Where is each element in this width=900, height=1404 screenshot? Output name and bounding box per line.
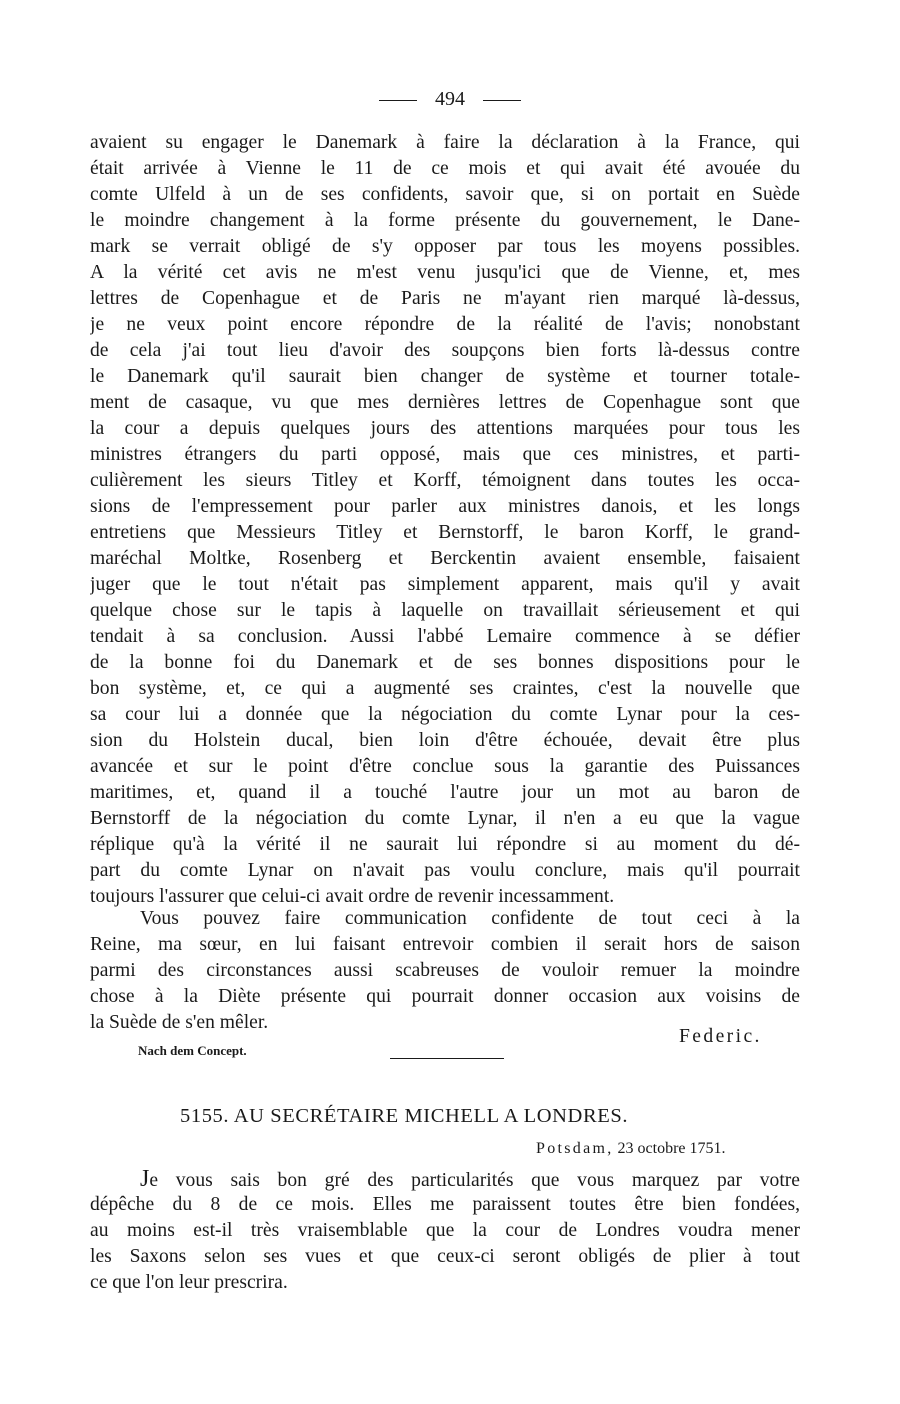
drop-initial: J <box>140 1166 150 1192</box>
text-line: Bernstorff de la négociation du comte Lynar, il n'en a eu que la vague <box>90 808 800 829</box>
text-line: réplique qu'à la vérité il ne saurait lui répondre si au moment du dé- <box>90 834 800 855</box>
section-divider <box>390 1058 504 1059</box>
text-line: les Saxons selon ses vues et que ceux-ci seront obligés de plier à tout <box>90 1246 800 1267</box>
signature: Federic. <box>679 1026 762 1047</box>
text-line: juger que le tout n'était pas simplement apparent, mais qu'il y avait <box>90 574 800 595</box>
text-line: comte Ulfeld à un de ses confidents, savoir que, si on portait en Suède <box>90 184 800 205</box>
header-rule-right <box>483 100 521 101</box>
dateline-date: 23 octobre 1751. <box>617 1140 726 1157</box>
text-line: culièrement les sieurs Titley et Korff, témoignent dans toutes les occa- <box>90 470 800 491</box>
header-rule-left <box>379 100 417 101</box>
text-line <box>90 1166 800 1192</box>
text-line: la Suède de s'en mêler. <box>90 1012 269 1033</box>
text-line: avancée et sur le point d'être conclue sous la garantie des Puissances <box>90 756 800 777</box>
text-line: de cela j'ai tout lieu d'avoir des soupçons bien forts là-dessus contre <box>90 340 800 361</box>
text-line: était arrivée à Vienne le 11 de ce mois et qui avait été avouée du <box>90 158 800 179</box>
text-line: le moindre changement à la forme présente du gouvernement, le Dane- <box>90 210 800 231</box>
text-line: ment de casaque, vu que mes dernières lettres de Copenhague sont que <box>90 392 800 413</box>
text-line: Reine, ma sœur, en lui faisant entrevoir combien il serait hors de saison <box>90 934 800 955</box>
letter-continued-paragraph-1 <box>90 130 800 910</box>
letter-dateline <box>536 1137 726 1161</box>
dateline-place: Potsdam, <box>536 1140 614 1157</box>
page-number: 494 <box>435 88 465 110</box>
text-line: chose à la Diète présente qui pourrait donner occasion aux voisins de <box>90 986 800 1007</box>
text-line: de la bonne foi du Danemark et de ses bonnes dispositions pour le <box>90 652 800 673</box>
text-line: A la vérité cet avis ne m'est venu jusqu'ici que de Vienne, et, mes <box>90 262 800 283</box>
text-line: sa cour lui a donnée que la négociation du comte Lynar pour la ces- <box>90 704 800 725</box>
text-line: au moins est-il très vraisemblable que la cour de Londres voudra mener <box>90 1220 800 1241</box>
text-line: lettres de Copenhague et de Paris ne m'ayant rien marqué là-dessus, <box>90 288 800 309</box>
source-note: Nach dem Concept. <box>138 1043 247 1058</box>
text-line: sion du Holstein ducal, bien loin d'être échouée, devait être plus <box>90 730 800 751</box>
text-line: sions de l'empressement pour parler aux ministres danois, et les longs <box>90 496 800 517</box>
text-line: la cour a depuis quelques jours des attentions marquées pour tous les <box>90 418 800 439</box>
next-letter-body <box>90 1166 800 1296</box>
text-line: entretiens que Messieurs Titley et Bernstorff, le baron Korff, le grand- <box>90 522 800 543</box>
text-line: tendait à sa conclusion. Aussi l'abbé Lemaire commence à se défier <box>90 626 800 647</box>
text-line: je ne veux point encore répondre de la réalité de l'avis; nonobstant <box>90 314 800 335</box>
text-line: Vous pouvez faire communication confidente de tout ceci à la <box>140 908 800 929</box>
text-line: avaient su engager le Danemark à faire la déclaration à la France, qui <box>90 132 800 153</box>
text-line: bon système, et, ce qui a augmenté ses craintes, c'est la nouvelle que <box>90 678 800 699</box>
text-line: le Danemark qu'il saurait bien changer de système et tourner totale- <box>90 366 800 387</box>
text-line: ministres étrangers du parti opposé, mais que ces ministres, et parti- <box>90 444 800 465</box>
page-header <box>0 86 900 112</box>
text-line: maréchal Moltke, Rosenberg et Berckentin avaient ensemble, faisaient <box>90 548 800 569</box>
text-line: dépêche du 8 de ce mois. Elles me paraissent toutes être bien fondées, <box>90 1194 800 1215</box>
text-line: parmi des circonstances aussi scabreuses de vouloir remuer la moindre <box>90 960 800 981</box>
text-line: quelque chose sur le tapis à laquelle on travaillait sérieusement et qui <box>90 600 800 621</box>
text-line: mark se verrait obligé de s'y opposer par tous les moyens possibles. <box>90 236 800 257</box>
text-line-content: e vous sais bon gré des particularités que vous marquez par votre <box>149 1170 800 1191</box>
text-line: toujours l'assurer que celui-ci avait ordre de revenir incessamment. <box>90 886 615 907</box>
letter-continued-paragraph-2 <box>90 906 800 1036</box>
text-line: ce que l'on leur prescrira. <box>90 1272 288 1293</box>
letter-title: 5155. AU SECRÉTAIRE MICHELL A LONDRES. <box>180 1105 629 1127</box>
text-line: part du comte Lynar on n'avait pas voulu conclure, mais qu'il pourrait <box>90 860 800 881</box>
text-line: maritimes, et, quand il a touché l'autre jour un mot au baron de <box>90 782 800 803</box>
